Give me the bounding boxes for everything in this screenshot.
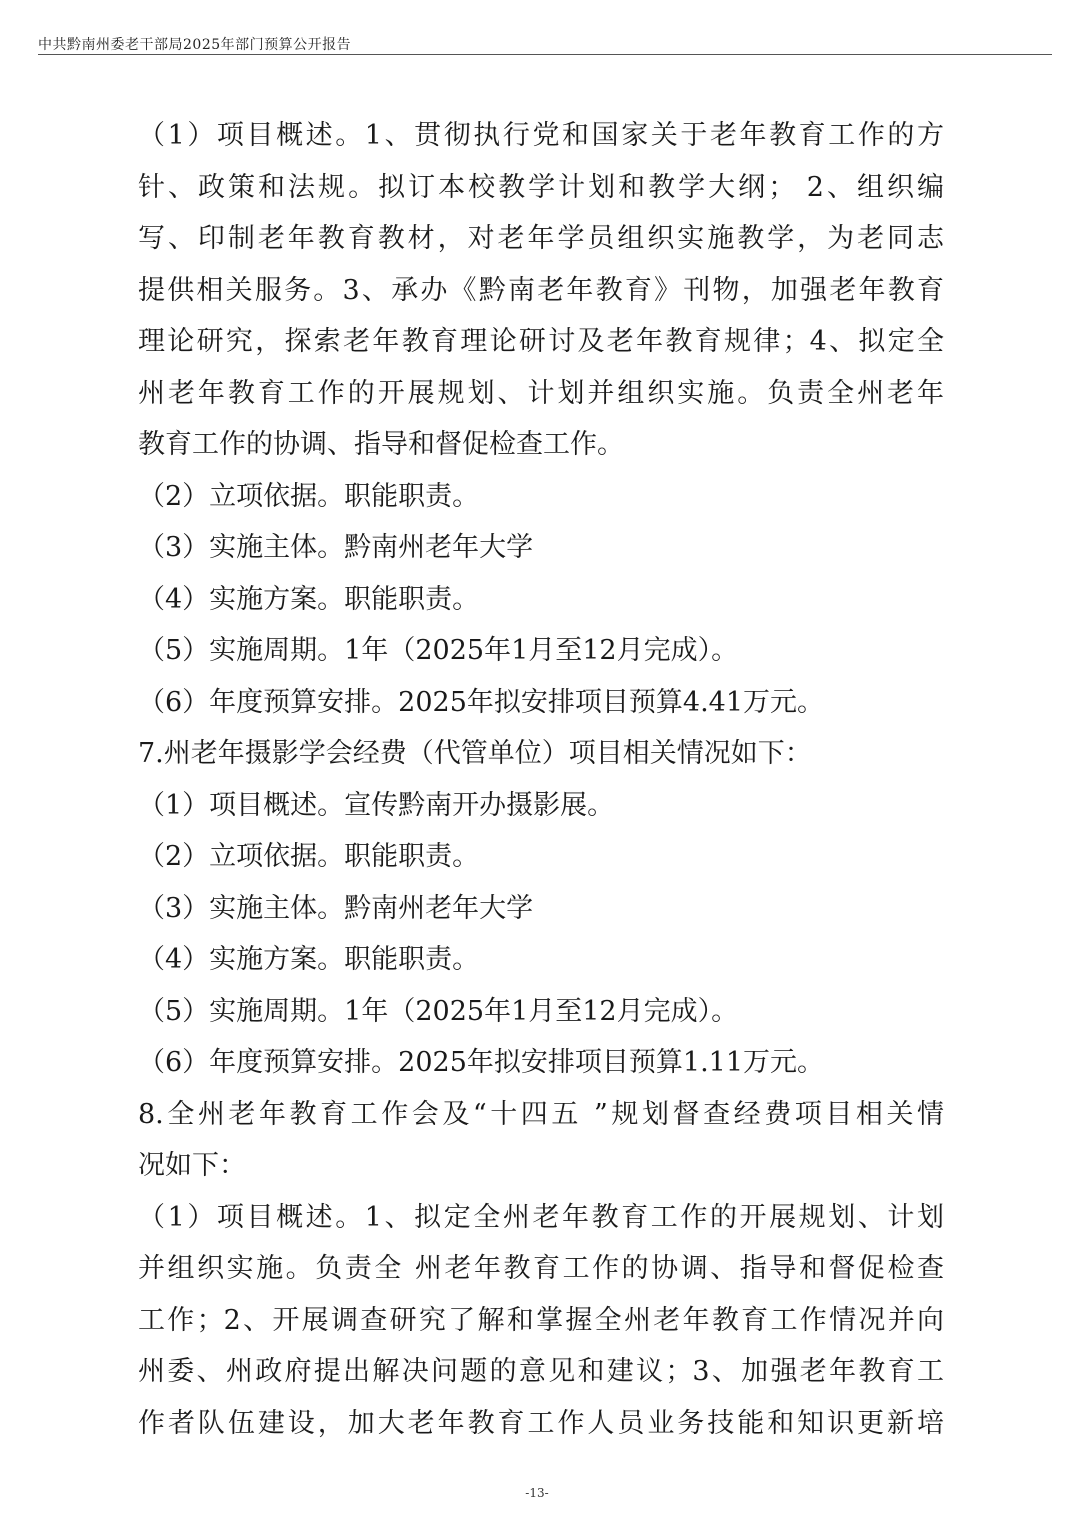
- text-line: 提供相关服务。3、承办《黔南老年教育》刊物，加强老年教育: [138, 274, 944, 306]
- text-line: （4）实施方案。职能职责。: [138, 583, 480, 615]
- text-line: （2）立项依据。职能职责。: [138, 480, 480, 512]
- text-line: （3）实施主体。黔南州老年大学: [138, 892, 534, 924]
- text-line: （2）立项依据。职能职责。: [138, 841, 480, 872]
- text-line: （3）实施主体。黔南州老年大学: [138, 532, 534, 563]
- text-line: （4）实施方案。职能职责。: [138, 944, 480, 975]
- text-line: （5）实施周期。1年（2025年1月至12月完成）。: [138, 995, 739, 1027]
- text-line: （6）年度预算安排。2025年拟安排项目预算1.11万元。: [138, 1047, 825, 1078]
- text-line: 州委、州政府提出解决问题的意见和建议；3、加强老年教育工: [138, 1356, 944, 1387]
- text-line: 工作；2、开展调查研究了解和掌握全州老年教育工作情况并向: [138, 1304, 944, 1336]
- text-line: （1）项目概述。1、贯彻执行党和国家关于老年教育工作的方: [138, 120, 944, 151]
- text-line: 8.全州老年教育工作会及“十四五 ”规划督查经费项目相关情: [138, 1098, 944, 1130]
- header-divider: [38, 54, 1052, 55]
- text-line: 州老年教育工作的开展规划、计划并组织实施。负责全州老年: [138, 377, 944, 409]
- document-body: [138, 110, 944, 1449]
- text-line: 7.州老年摄影学会经费（代管单位）项目相关情况如下：: [138, 738, 812, 769]
- text-line: （1）项目概述。1、拟定全州老年教育工作的开展规划、计划: [138, 1201, 944, 1233]
- page-header-title: 中共黔南州委老干部局2025年部门预算公开报告: [38, 37, 352, 53]
- page-number: -13-: [525, 1486, 549, 1500]
- text-line: 教育工作的协调、指导和督促检查工作。: [138, 429, 624, 460]
- text-line: 针、政策和法规。拟订本校教学计划和教学大纲； 2、组织编: [138, 171, 944, 203]
- text-line: 写、印制老年教育教材，对老年学员组织实施教学，为老同志: [138, 223, 944, 254]
- text-line: 理论研究，探索老年教育理论研讨及老年教育规律；4、拟定全: [138, 326, 944, 357]
- text-line: （1）项目概述。宣传黔南开办摄影展。: [138, 789, 615, 821]
- text-line: 作者队伍建设，加大老年教育工作人员业务技能和知识更新培: [138, 1407, 944, 1439]
- text-line: （5）实施周期。1年（2025年1月至12月完成）。: [138, 635, 739, 666]
- text-line: 况如下：: [138, 1150, 246, 1181]
- text-line: 并组织实施。负责全 州老年教育工作的协调、指导和督促检查: [138, 1253, 944, 1284]
- text-line: （6）年度预算安排。2025年拟安排项目预算4.41万元。: [138, 686, 825, 718]
